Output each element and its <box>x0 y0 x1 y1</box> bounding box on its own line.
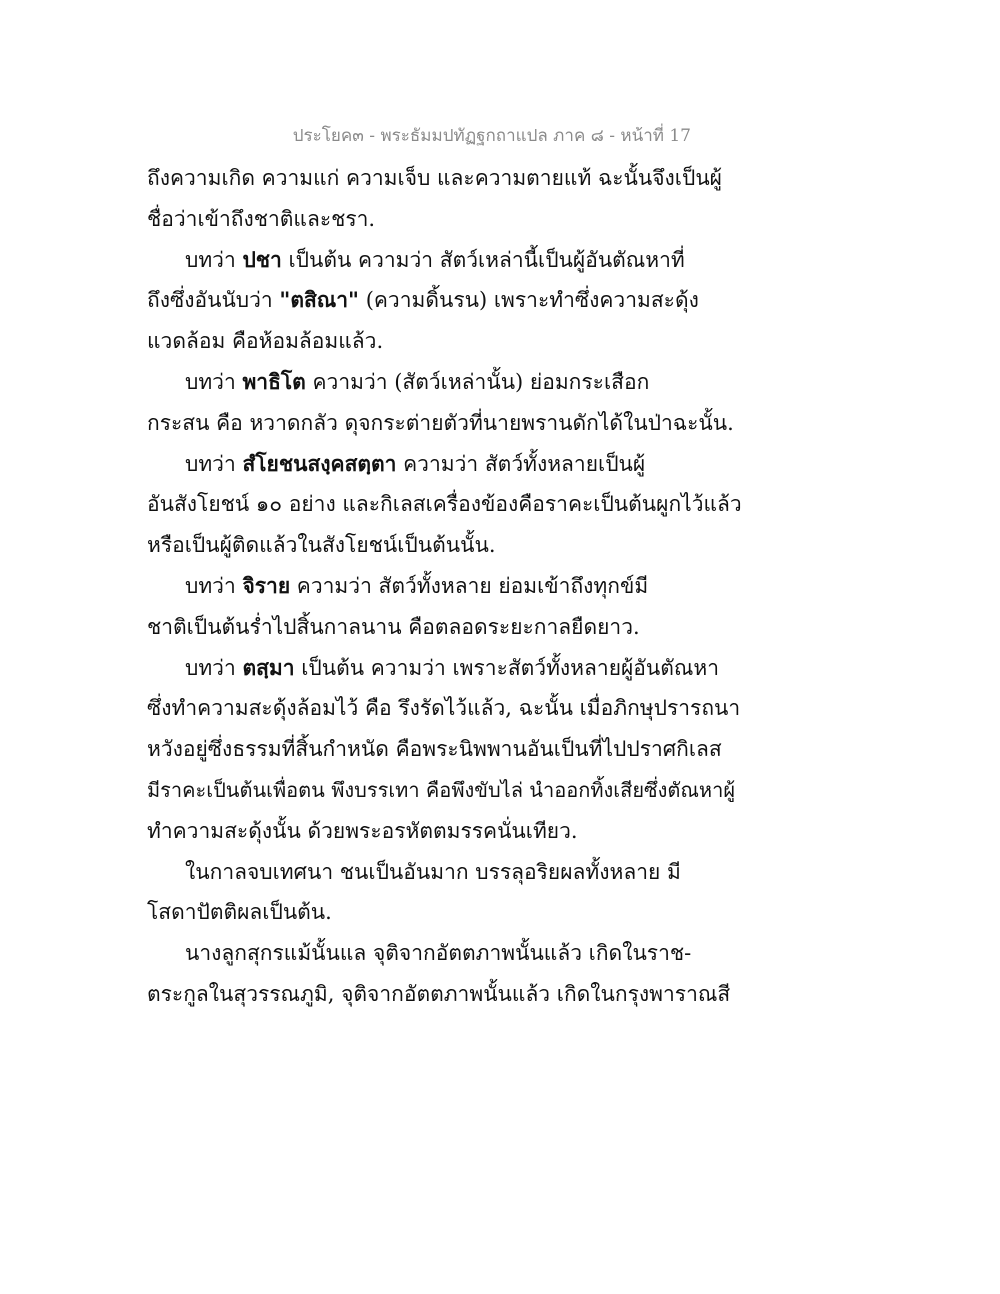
text-line: ในกาลจบเทศนา ชนเป็นอันมาก บรรลุอริยผลทั้งหลาย มี <box>185 859 681 884</box>
text-line: บทว่า สํโยชนสงฺคสตฺตา ความว่า สัตว์ทั้งหลายเป็นผู้ <box>185 450 646 476</box>
pali-term: ตสฺมา <box>242 654 295 680</box>
text-line: นางลูกสุกรแม้นั้นแล จุติจากอัตตภาพนั้นแล้ว เกิดในราช- <box>185 941 692 966</box>
text-line: บทว่า พาธิโต ความว่า (สัตว์เหล่านั้น) ย่อมกระเสือก <box>185 368 650 394</box>
text-line: ทำความสะดุ้งนั้น ด้วยพระอรหัตตมรรคนั่นเทียว. <box>147 818 578 843</box>
pali-term: ปชา <box>242 246 282 272</box>
text-line: บทว่า ตสฺมา เป็นต้น ความว่า เพราะสัตว์ทั้งหลายผู้อันตัณหา <box>185 654 720 680</box>
pali-term: จิราย <box>242 572 291 598</box>
text-line: มีราคะเป็นต้นเพื่อตน พึงบรรเทา คือพึงขับไล่ นำออกทิ้งเสียซึ่งตัณหาผู้ <box>147 777 736 802</box>
text-line: โสดาปัตติผลเป็นต้น. <box>147 900 332 925</box>
text-line: ถึงความเกิด ความแก่ ความเจ็บ และความตายแท้ ฉะนั้นจึงเป็นผู้ <box>147 166 722 190</box>
pali-term: "ตสิณา" <box>279 287 360 313</box>
text-line: อันสังโยชน์ ๑๐ อย่าง และกิเลสเครื่องข้องคือราคะเป็นต้นผูกไว้แล้ว <box>147 492 742 517</box>
body-text <box>147 158 747 1015</box>
text-line: หรือเป็นผู้ติดแล้วในสังโยชน์เป็นต้นนั้น. <box>147 533 496 558</box>
text-line: บทว่า จิราย ความว่า สัตว์ทั้งหลาย ย่อมเข้าถึงทุกข์มี <box>185 572 649 598</box>
text-line: กระสน คือ หวาดกลัว ดุจกระต่ายตัวที่นายพรานดักได้ในป่าฉะนั้น. <box>147 410 734 435</box>
text-line: ชาติเป็นต้นร่ำไปสิ้นกาลนาน คือตลอดระยะกาลยืดยาว. <box>147 614 640 639</box>
page-header: ประโยค๓ - พระธัมมปทัฏฐกถาแปล ภาค ๘ - หน้าที่ 17 <box>292 126 691 146</box>
text-line: ชื่อว่าเข้าถึงชาติและชรา. <box>147 206 376 231</box>
text-line: หวังอยู่ซึ่งธรรมที่สิ้นกำหนัด คือพระนิพพานอันเป็นที่ไปปราศกิเลส <box>147 737 722 762</box>
text-line: ถึงซึ่งอันนับว่า "ตสิณา" (ความดิ้นรน) เพราะทำซึ่งความสะดุ้ง <box>147 287 699 313</box>
pali-term: สํโยชนสงฺคสตฺตา <box>242 450 397 476</box>
pali-term: พาธิโต <box>242 368 306 394</box>
text-line: บทว่า ปชา เป็นต้น ความว่า สัตว์เหล่านี้เป็นผู้อันตัณหาที่ <box>185 246 685 272</box>
text-line: ตระกูลในสุวรรณภูมิ, จุติจากอัตตภาพนั้นแล้ว เกิดในกรุงพาราณสี <box>147 981 731 1006</box>
text-line: ซึ่งทำความสะดุ้งล้อมไว้ คือ รึงรัดไว้แล้ว, ฉะนั้น เมื่อภิกษุปรารถนา <box>147 696 741 721</box>
text-line: แวดล้อม คือห้อมล้อมแล้ว. <box>147 329 384 354</box>
